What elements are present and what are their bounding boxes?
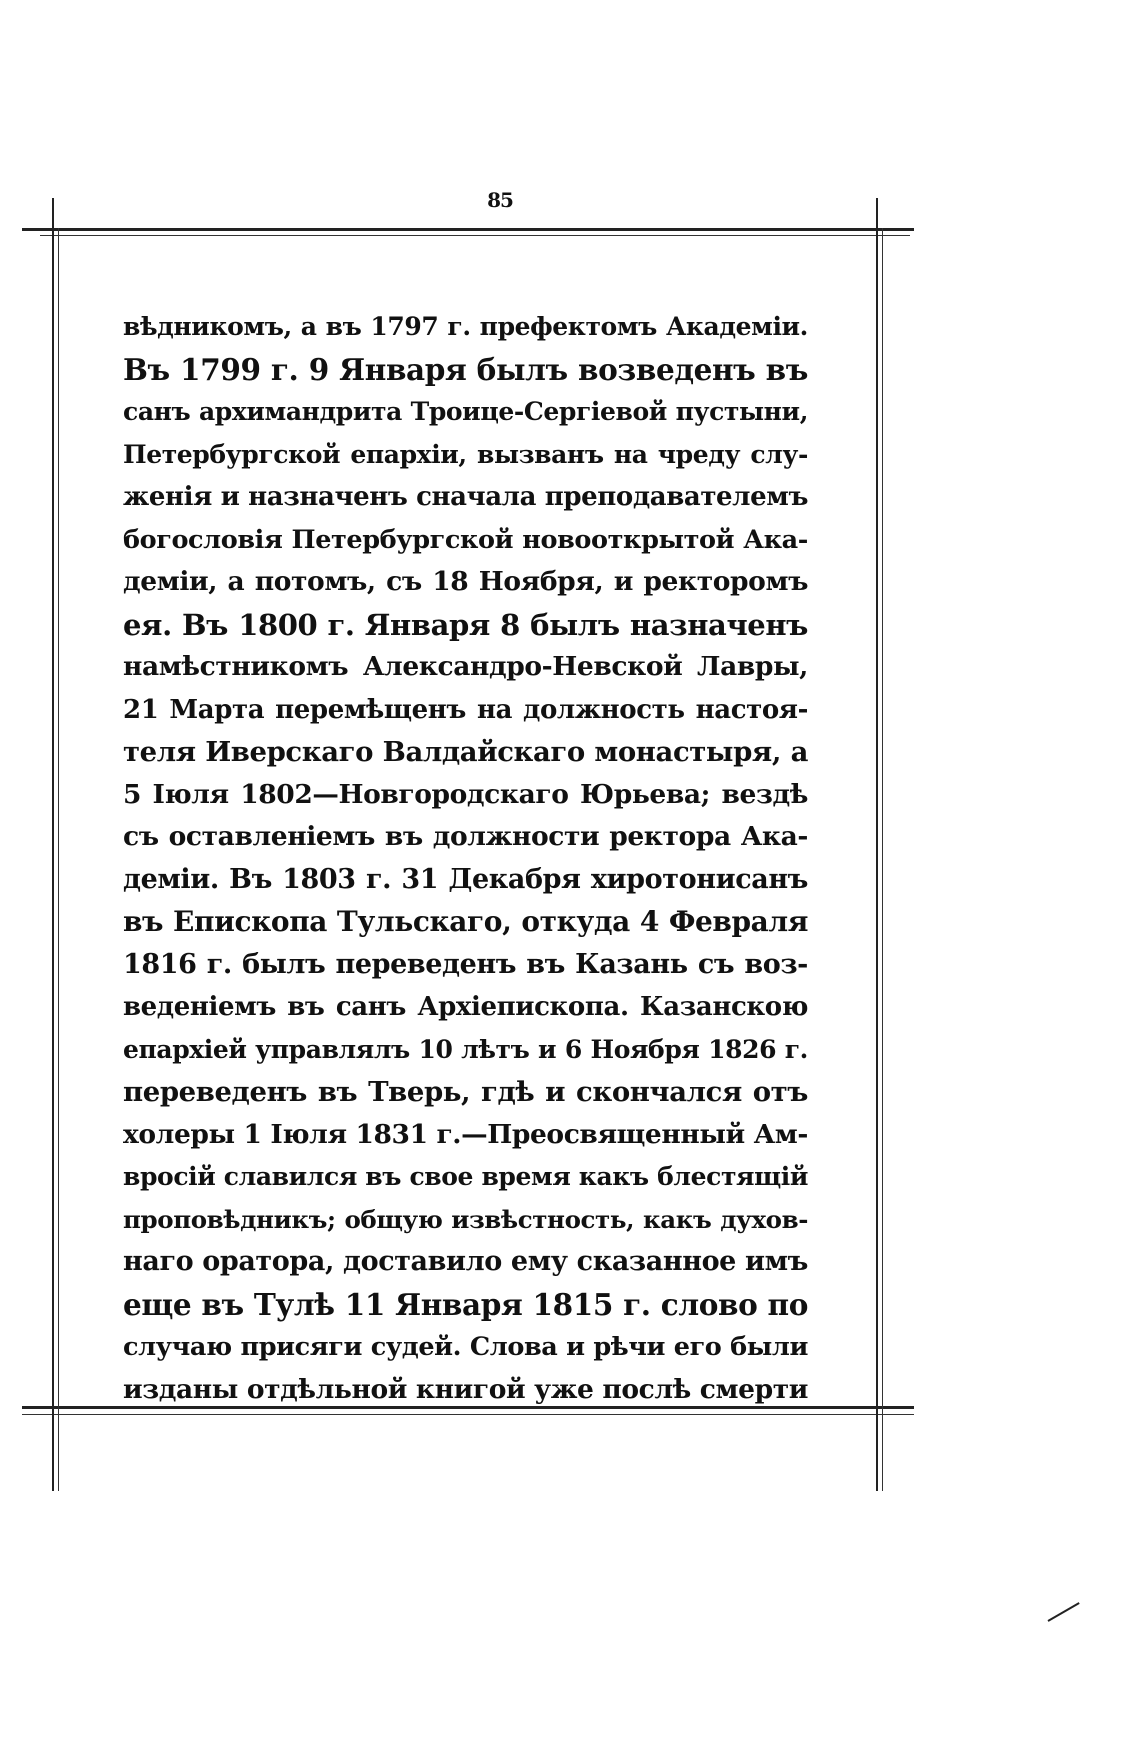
- text-line: вѣдникомъ, а въ 1797 г. префектомъ Академіи.: [123, 312, 808, 341]
- text-line: въ Епископа Тульскаго, откуда 4 Февраля: [123, 905, 808, 938]
- text-line: переведенъ въ Тверь, гдѣ и скончался отъ: [123, 1076, 808, 1108]
- text-line: теля Иверскаго Валдайскаго монастыря, а: [123, 736, 808, 768]
- text-line: санъ архимандрита Троице-Сергіевой пустыни,: [123, 397, 808, 426]
- stray-pen-mark: [1048, 1602, 1080, 1622]
- right-border-line-inner: [882, 228, 883, 1491]
- text-line: деміи. Въ 1803 г. 31 Декабря хиротонисанъ: [123, 863, 808, 895]
- text-line: съ оставленіемъ въ должности ректора Ака-: [123, 821, 808, 852]
- text-line: вросій славился въ свое время какъ блестящій: [123, 1162, 808, 1191]
- text-line: богословія Петербургской новооткрытой Ака-: [123, 524, 808, 555]
- text-line: 21 Марта перемѣщенъ на должность настоя-: [123, 694, 808, 725]
- top-border-rule: [22, 228, 914, 231]
- text-line: ея. Въ 1800 г. Января 8 былъ назначенъ: [123, 607, 808, 642]
- left-border-line: [52, 198, 54, 1491]
- body-text: [123, 306, 808, 1411]
- text-line: еще въ Тулѣ 11 Января 1815 г. слово по: [123, 1286, 808, 1322]
- text-line: женія и назначенъ сначала преподавателемъ: [123, 482, 808, 512]
- text-line: Въ 1799 г. 9 Января былъ возведенъ въ: [123, 351, 808, 387]
- text-line: холеры 1 Іюля 1831 г.—Преосвященный Ам-: [123, 1118, 808, 1150]
- text-line: проповѣдникъ; общую извѣстность, какъ духов-: [123, 1204, 808, 1234]
- page-number: 85: [487, 188, 513, 212]
- text-line: случаю присяги судей. Слова и рѣчи его были: [123, 1332, 808, 1362]
- text-line: наго оратора, доставило ему сказанное имъ: [123, 1246, 808, 1277]
- top-border-rule-inner: [40, 235, 910, 236]
- text-line: епархіей управлялъ 10 лѣтъ и 6 Ноября 1826 г.: [123, 1034, 808, 1064]
- text-line: намѣстникомъ Александро-Невской Лавры,: [123, 651, 808, 682]
- text-line: деміи, а потомъ, съ 18 Ноября, и ректоромъ: [123, 566, 808, 597]
- text-line: Петербургской епархіи, вызванъ на чреду слу-: [123, 439, 808, 469]
- text-line: 5 Іюля 1802—Новгородскаго Юрьева; вездѣ: [123, 778, 808, 810]
- bottom-border-rule-inner: [22, 1414, 914, 1415]
- left-border-line-inner: [58, 228, 59, 1491]
- text-line: 1816 г. былъ переведенъ въ Казань съ воз-: [123, 948, 808, 980]
- right-border-line: [876, 198, 878, 1491]
- text-line: веденіемъ въ санъ Архіепископа. Казанскою: [123, 992, 808, 1022]
- text-line: изданы отдѣльной книгой уже послѣ смерти: [123, 1373, 808, 1405]
